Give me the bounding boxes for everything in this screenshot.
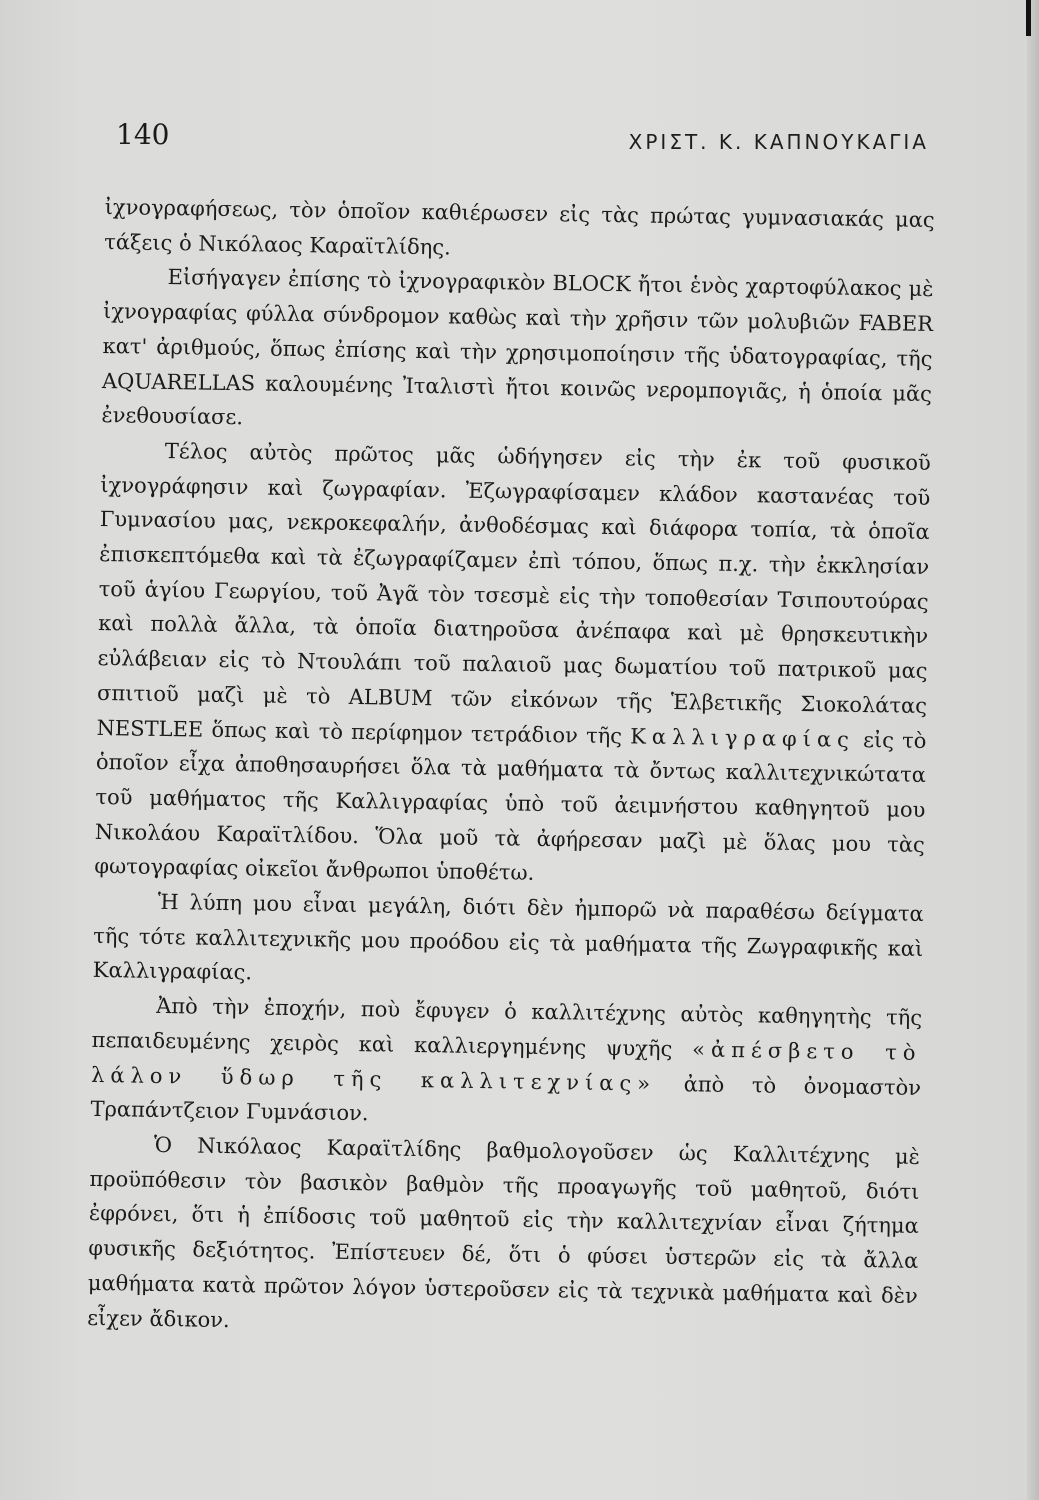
binding-mark	[1026, 0, 1031, 36]
spaced-word-kalligrafias: Καλλιγραφίας	[630, 723, 856, 752]
paragraph-text: ἀπὸ τὸ ὀνομαστὸν Τραπάντζειον Γυμνάσιον.	[90, 1071, 922, 1126]
paragraph-text: Ἀπὸ τὴν ἐποχήν, ποὺ ἔφυγεν ὁ καλλιτέχνης αὐτὸς καθηγητὴς τῆς πεπαιδευμένης χειρὸς καὶ καλλιεργημένης ψυχῆς	[91, 994, 923, 1061]
paragraph: Ἡ λύπη μου εἶναι μεγάλη, διότι δὲν ἠμπορῶ νὰ παραθέσω δείγματα τῆς τότε καλλιτεχνικῆς μου προόδου εἰς τὰ μαθήματα τῆς Ζωγραφικῆς καὶ Καλλιγραφίας.	[92, 889, 924, 985]
paragraph: Ὁ Νικόλαος Καραϊτλίδης βαθμολογοῦσεν ὡς Καλλιτέχνης μὲ προϋπόθεσιν τὸν βασικὸν βαθμὸν τῆς προαγωγῆς τοῦ μαθητοῦ, διότι ἐφρόνει, ὅτι ἡ ἐπίδοσις τοῦ μαθητοῦ εἰς τὴν καλλιτεχνίαν εἶναι ζήτημα φυσικῆς δεξιότητος. Ἐπίστευεν δέ, ὅτι ὁ φύσει ὑστερῶν εἰς τὰ ἄλλα μαθήματα κατὰ πρῶτον λόγον ὑστεροῦσεν εἰς τὰ τεχνικὰ μαθήματα καὶ δὲν εἶχεν ἄδικον.	[87, 1132, 921, 1332]
paragraph: ἰχνογραφήσεως, τὸν ὁποῖον καθιέρωσεν εἰς τὰς πρώτας γυμνασιακάς μας τάξεις ὁ Νικόλαος Καραϊτλίδης.	[103, 194, 935, 260]
paragraph	[94, 433, 931, 897]
paragraph	[90, 988, 922, 1140]
paragraph: Εἰσήγαγεν ἐπίσης τὸ ἰχνογραφικὸν BLOCK ἤτοι ἑνὸς χαρτοφύλακος μὲ ἰχνογραφίας φύλλα σύνδρομον καθὼς καὶ τὴν χρῆσιν τῶν μολυβιῶν FABER κατ' ἀριθμούς, ὅπως ἐπίσης καὶ τὴν χρησιμοποίησιν τῆς ὑδατογραφίας, τῆς AQUARELLAS καλουμένης Ἰταλιστὶ ἤτοι κοινῶς νερομπογιᾶς, ἡ ὁποία μᾶς ἐνεθουσίασε.	[101, 265, 934, 430]
page-edge-shadow	[1027, 0, 1039, 1500]
spaced-quote: «ἀπέσβετο τὸ λάλον ὕδωρ τῆς καλλιτεχνίας»	[90, 1037, 922, 1096]
body-text	[87, 190, 935, 1348]
running-head: ΧΡΙΣΤ. Κ. ΚΑΠΝΟΥΚΑΓΙΑ	[628, 130, 929, 154]
paragraph-text: Τέλος αὐτὸς πρῶτος μᾶς ὡδήγησεν εἰς τὴν ἐκ τοῦ φυσικοῦ ἰχνογράφησιν καὶ ζωγραφίαν. Ἐζωγραφίσαμεν κλάδον καστανέας τοῦ Γυμνασίου μας, νεκροκεφαλήν, ἀνθοδέσμας καὶ διάφορα τοπία, τὰ ὁποῖα ἐπισκεπτόμεθα καὶ τὰ ἐζωγραφίζαμεν ἐπὶ τόπου, ὅπως π.χ. τὴν ἐκκλησίαν τοῦ ἁγίου Γεωργίου, τοῦ Ἀγᾶ τὸν τσεσμὲ εἰς τὴν τοποθεσίαν Τσιπουτούρας καὶ πολλὰ ἄλλα, τὰ ὁποῖα διατηροῦσα ἀνέπαφα καὶ μὲ θρησκευτικὴν εὐλάβειαν εἰς τὸ Ντουλάπι τοῦ παλαιοῦ μας δωματίου τοῦ πατρικοῦ μας σπιτιοῦ μαζὶ μὲ τὸ ALBUM τῶν εἰκόνων τῆς Ἑλβετικῆς Σιοκολάτας NESTLEE ὅπως καὶ τὸ περίφημον τετράδιον τῆς	[96, 438, 932, 748]
page-number: 140	[116, 118, 170, 151]
paragraph-text: εἰς τὸ ὁποῖον εἶχα ἀποθησαυρήσει ὅλα τὰ μαθήματα τὰ ὄντως καλλιτεχνικώτατα τοῦ μαθήματος τῆς Καλλιγραφίας ὑπὸ τοῦ ἀειμνήστου καθηγητοῦ μου Νικολάου Καραϊτλίδου. Ὅλα μοῦ τὰ ἀφήρεσαν μαζὶ μὲ ὅλας μου τὰς φωτογραφίας οἰκεῖοι ἄνθρωποι ὑποθέτω.	[94, 727, 927, 886]
